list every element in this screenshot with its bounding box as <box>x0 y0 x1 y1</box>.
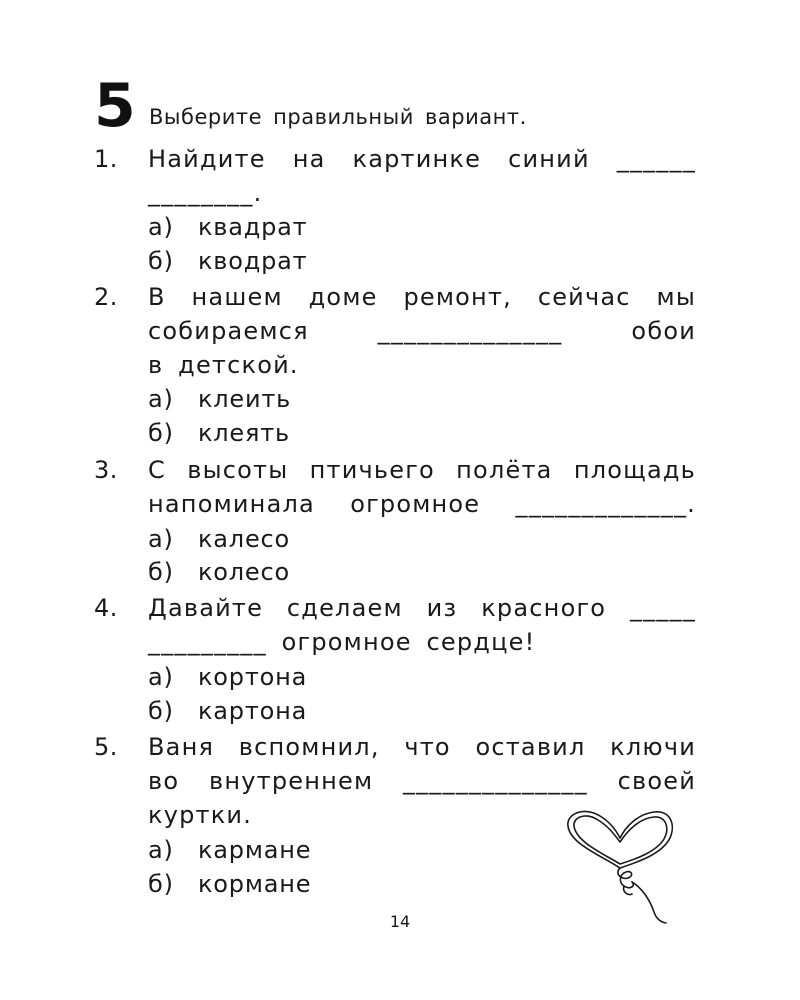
option-text: калесо <box>198 525 290 553</box>
question-line: В нашем доме ремонт, сейчас мы <box>148 283 696 311</box>
question-text <box>148 591 696 659</box>
question-line: в детской. <box>148 351 299 379</box>
option-b[interactable] <box>148 246 307 276</box>
option-a[interactable] <box>148 662 307 692</box>
question-number: 1. <box>94 145 118 173</box>
option-a[interactable] <box>148 835 311 865</box>
option-letter: б) <box>148 558 174 586</box>
option-text: клеить <box>198 385 292 413</box>
option-letter: а) <box>148 385 174 413</box>
question-text <box>148 280 696 382</box>
heart-balloon-icon <box>562 808 682 926</box>
option-text: кармане <box>198 836 312 864</box>
question-number: 3. <box>94 456 118 484</box>
option-text: картона <box>198 697 308 725</box>
option-text: колесо <box>198 558 290 586</box>
option-letter: б) <box>148 870 174 898</box>
question-text <box>148 142 696 210</box>
question-line: ________. <box>148 179 263 207</box>
option-a[interactable] <box>148 384 291 414</box>
option-text: квадрат <box>198 213 308 241</box>
option-letter: а) <box>148 213 174 241</box>
option-text: клеять <box>198 419 290 447</box>
question-line: Найдите на картинке синий ______ <box>148 145 696 173</box>
option-text: кортона <box>198 663 308 691</box>
question-line: С высоты птичьего полёта площадь <box>148 456 696 484</box>
option-text: кводрат <box>198 247 308 275</box>
option-b[interactable] <box>148 557 290 587</box>
option-a[interactable] <box>148 212 307 242</box>
page-number: 14 <box>389 912 411 931</box>
question-line: напоминала огромное _____________. <box>148 490 696 518</box>
question-line: куртки. <box>148 801 253 829</box>
question-line: собираемся ______________ обои <box>148 317 696 345</box>
option-text: кормане <box>198 870 312 898</box>
task-instruction: Выберите правильный вариант. <box>149 105 527 129</box>
task-number: 5 <box>94 71 136 141</box>
question-line: во внутреннем ______________ своей <box>148 767 696 795</box>
option-letter: б) <box>148 697 174 725</box>
option-letter: б) <box>148 419 174 447</box>
option-b[interactable] <box>148 869 311 899</box>
question-number: 5. <box>94 733 118 761</box>
question-line: Ваня вспомнил, что оставил ключи <box>148 733 696 761</box>
question-number: 2. <box>94 283 118 311</box>
option-letter: а) <box>148 663 174 691</box>
question-line: Давайте сделаем из красного _____ <box>148 594 696 622</box>
option-letter: а) <box>148 836 174 864</box>
option-b[interactable] <box>148 696 307 726</box>
option-a[interactable] <box>148 524 290 554</box>
option-letter: а) <box>148 525 174 553</box>
question-line: _________ огромное сердце! <box>148 628 536 656</box>
question-text <box>148 453 696 521</box>
option-b[interactable] <box>148 418 290 448</box>
option-letter: б) <box>148 247 174 275</box>
question-number: 4. <box>94 594 118 622</box>
